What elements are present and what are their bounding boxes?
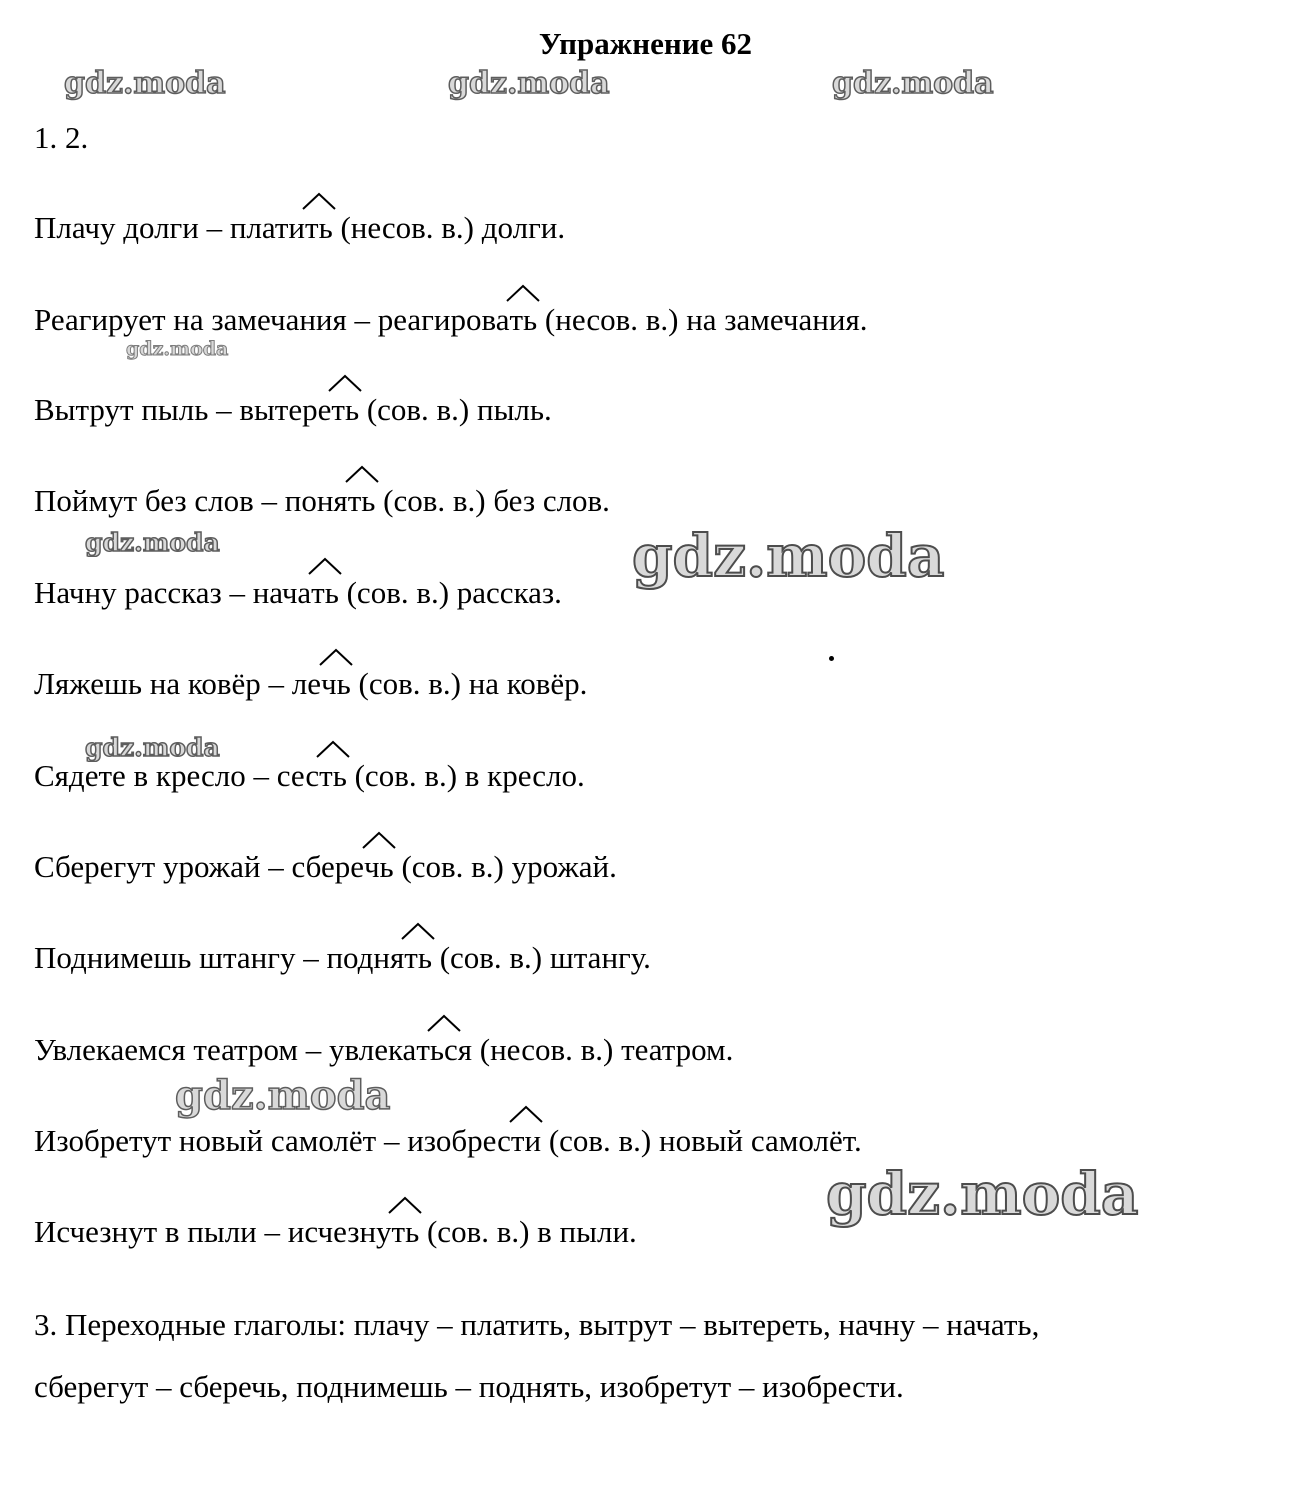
ending-marked	[416, 1030, 472, 1070]
ending-marked	[404, 938, 432, 978]
ending-arc-icon	[362, 831, 396, 849]
watermark: gdz.moda	[632, 522, 945, 590]
row-text: (сов. в.) на ковёр.	[350, 666, 588, 701]
row-text: (сов. в.) урожай.	[393, 849, 617, 884]
watermark: gdz.moda	[126, 338, 229, 360]
row-text: (несов. в.) долги.	[332, 210, 566, 245]
watermark: gdz.moda	[832, 66, 994, 101]
row-text: Ляжешь на ковёр – ле	[34, 666, 322, 701]
row-text: (сов. в.) в кресло.	[346, 758, 585, 793]
verb-row	[34, 390, 552, 430]
watermark: gdz.moda	[85, 528, 220, 557]
row-text: Изобретут новый самолёт – изобрес	[34, 1123, 511, 1158]
row-text: Поймут без слов – поня	[34, 483, 348, 518]
watermark: gdz.moda	[175, 1072, 391, 1119]
row-text: Начну рассказ – нача	[34, 575, 312, 610]
row-text: Сядете в кресло – сес	[34, 758, 320, 793]
verb-row	[34, 847, 617, 887]
verb-row	[34, 1212, 637, 1252]
ending-marked	[319, 756, 347, 796]
row-text: (несов. в.) театром.	[472, 1032, 734, 1067]
ending-arc-icon	[302, 192, 336, 210]
ending-text: ть	[319, 758, 347, 793]
stray-dot	[829, 656, 834, 661]
row-text: (сов. в.) в пыли.	[419, 1214, 637, 1249]
row-text: Сберегут урожай – сбере	[34, 849, 364, 884]
row-text: (сов. в.) пыль.	[359, 392, 552, 427]
ending-text: ть	[391, 1214, 420, 1249]
ending-arc-icon	[401, 922, 435, 940]
ending-arc-icon	[509, 1105, 543, 1123]
verb-row	[34, 938, 651, 978]
ending-marked	[311, 573, 339, 613]
ending-arc-icon	[308, 557, 342, 575]
conclusion-line-2: сберегут – сберечь, поднимешь – поднять, изобретут – изобрести.	[34, 1369, 904, 1404]
row-text: Вытрут пыль – вытере	[34, 392, 332, 427]
row-text: (сов. в.) рассказ.	[338, 575, 562, 610]
ending-text: ть	[347, 483, 376, 518]
verb-row	[34, 300, 867, 340]
ending-text: ть	[404, 940, 432, 975]
row-text: (сов. в.) новый самолёт.	[541, 1123, 862, 1158]
ending-arc-icon	[388, 1196, 422, 1214]
row-text: (несов. в.) на замечания.	[537, 302, 868, 337]
ending-text: чь	[321, 666, 351, 701]
ending-arc-icon	[316, 740, 350, 758]
ending-marked	[511, 1121, 541, 1161]
ending-marked	[321, 664, 351, 704]
ending-marked	[364, 847, 394, 887]
ending-arc-icon	[328, 374, 362, 392]
ending-text: ть	[509, 302, 538, 337]
verb-row	[34, 481, 610, 521]
ending-text: ться	[416, 1032, 473, 1067]
conclusion-line-1: 3. Переходные глаголы: плачу – платить, вытрут – вытереть, начну – начать,	[34, 1307, 1040, 1342]
ending-marked	[305, 208, 333, 248]
ending-arc-icon	[319, 648, 353, 666]
verb-row	[34, 664, 587, 704]
watermark: gdz.moda	[85, 733, 220, 762]
ending-marked	[509, 300, 537, 340]
ending-arc-icon	[506, 284, 540, 302]
ending-text: ть	[331, 392, 360, 427]
ending-marked	[392, 1212, 420, 1252]
watermark: gdz.moda	[826, 1160, 1139, 1228]
ending-text: ть	[311, 575, 339, 610]
ending-marked	[331, 390, 359, 430]
row-text: Увлекаемся театром – увлека	[34, 1032, 417, 1067]
ending-text: чь	[363, 849, 394, 884]
row-text: (сов. в.) без слов.	[375, 483, 610, 518]
row-text: Плачу долги – плати	[34, 210, 306, 245]
verb-row	[34, 1121, 862, 1161]
ending-arc-icon	[427, 1014, 461, 1032]
watermark: gdz.moda	[64, 66, 226, 101]
ending-marked	[348, 481, 376, 521]
exercise-title: Упражнение 62	[538, 26, 753, 61]
row-text: (сов. в.) штангу.	[431, 940, 651, 975]
row-text: Исчезнут в пыли – исчезну	[34, 1214, 392, 1249]
ending-text: ть	[305, 210, 333, 245]
task-numbers: 1. 2.	[34, 120, 89, 155]
ending-text: ти	[510, 1123, 542, 1158]
verb-row	[34, 208, 565, 248]
verb-row	[34, 1030, 733, 1070]
row-text: Поднимешь штангу – подня	[34, 940, 405, 975]
verb-row	[34, 573, 562, 613]
verb-row	[34, 756, 585, 796]
watermark: gdz.moda	[448, 66, 610, 101]
ending-arc-icon	[345, 465, 379, 483]
row-text: Реагирует на замечания – реагирова	[34, 302, 510, 337]
